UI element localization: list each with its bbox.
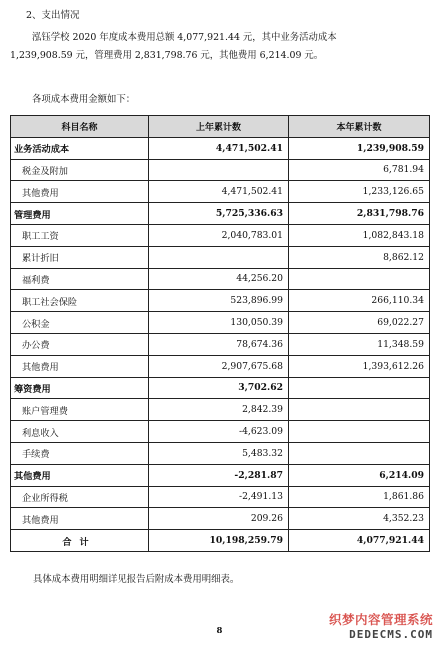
- row-curr-year: [289, 268, 430, 290]
- summary-paragraph: [10, 29, 430, 65]
- watermark-line-2: DEDECMS.COM: [349, 628, 433, 641]
- detail-note: 具体成本费用明细详见报告后附成本费用明细表。: [33, 574, 240, 585]
- table-row: [11, 355, 430, 377]
- table-row: [11, 486, 430, 508]
- table-row: [11, 203, 430, 225]
- row-curr-year: 1,393,612.26: [289, 355, 430, 377]
- row-curr-year: 6,781.94: [289, 159, 430, 181]
- row-curr-year: 11,348.59: [289, 333, 430, 355]
- row-curr-year: 266,110.34: [289, 290, 430, 312]
- row-prev-year: -2,281.87: [149, 464, 289, 486]
- row-prev-year: 5,725,336.63: [149, 203, 289, 225]
- row-name: 办公费: [11, 333, 149, 355]
- row-curr-year: [289, 399, 430, 421]
- table-intro: 各项成本费用金额如下：: [32, 94, 136, 105]
- table-row: [11, 399, 430, 421]
- row-prev-year: 209.26: [149, 508, 289, 530]
- summary-line-2: 1,239,908.59 元，管理费用 2,831,798.76 元，其他费用 6,214.09 元。: [10, 50, 324, 61]
- row-curr-year: 8,862.12: [289, 246, 430, 268]
- row-name: 其他费用: [11, 181, 149, 203]
- header-account-name: 科目名称: [11, 116, 149, 138]
- row-prev-year: 44,256.20: [149, 268, 289, 290]
- table-row: [11, 421, 430, 443]
- table-row: [11, 268, 430, 290]
- row-prev-year: 78,674.36: [149, 333, 289, 355]
- summary-line-1: 泓钰学校 2020 年度成本费用总额 4,077,921.44 元，其中业务活动成本: [32, 32, 337, 43]
- row-prev-year: -4,623.09: [149, 421, 289, 443]
- row-name: 福利费: [11, 268, 149, 290]
- table-row: [11, 290, 430, 312]
- row-curr-year: 1,239,908.59: [289, 137, 430, 159]
- row-prev-year: 5,483.32: [149, 442, 289, 464]
- watermark: [329, 610, 433, 641]
- row-curr-year: 6,214.09: [289, 464, 430, 486]
- header-prev-year: 上年累计数: [149, 116, 289, 138]
- row-name: 企业所得税: [11, 486, 149, 508]
- table-row: [11, 312, 430, 334]
- table-row: [11, 508, 430, 530]
- table-row: [11, 333, 430, 355]
- row-name: 公积金: [11, 312, 149, 334]
- row-prev-year: 130,050.39: [149, 312, 289, 334]
- row-name: 筹资费用: [11, 377, 149, 399]
- row-prev-year: 4,471,502.41: [149, 181, 289, 203]
- section-heading: 2、支出情况: [26, 10, 80, 21]
- row-prev-year: 4,471,502.41: [149, 137, 289, 159]
- row-name: 职工社会保险: [11, 290, 149, 312]
- row-name: 利息收入: [11, 421, 149, 443]
- row-name: 其他费用: [11, 464, 149, 486]
- table-header-row: [11, 116, 430, 138]
- total-row: [11, 530, 430, 552]
- table-row: [11, 464, 430, 486]
- row-prev-year: 2,842.39: [149, 399, 289, 421]
- row-prev-year: 3,702.62: [149, 377, 289, 399]
- row-curr-year: [289, 421, 430, 443]
- row-prev-year: [149, 159, 289, 181]
- header-curr-year: 本年累计数: [289, 116, 430, 138]
- table-row: [11, 224, 430, 246]
- row-name: 手续费: [11, 442, 149, 464]
- row-curr-year: 2,831,798.76: [289, 203, 430, 225]
- row-curr-year: 1,861.86: [289, 486, 430, 508]
- row-name: 合计: [11, 530, 149, 552]
- row-prev-year: -2,491.13: [149, 486, 289, 508]
- row-curr-year: 1,233,126.65: [289, 181, 430, 203]
- row-prev-year: [149, 246, 289, 268]
- row-prev-year: 2,040,783.01: [149, 224, 289, 246]
- row-name: 其他费用: [11, 355, 149, 377]
- cost-table: [10, 115, 430, 552]
- row-name: 税金及附加: [11, 159, 149, 181]
- row-name: 业务活动成本: [11, 137, 149, 159]
- row-name: 账户管理费: [11, 399, 149, 421]
- row-name: 职工工资: [11, 224, 149, 246]
- watermark-line-1: 织梦内容管理系统: [328, 612, 433, 627]
- page-number: 8: [216, 626, 223, 636]
- row-prev-year: 523,896.99: [149, 290, 289, 312]
- row-name: 累计折旧: [11, 246, 149, 268]
- row-prev-year: 2,907,675.68: [149, 355, 289, 377]
- row-curr-year: 4,077,921.44: [289, 530, 430, 552]
- table-row: [11, 442, 430, 464]
- row-name: 其他费用: [11, 508, 149, 530]
- row-prev-year: 10,198,259.79: [149, 530, 289, 552]
- table-row: [11, 137, 430, 159]
- row-curr-year: [289, 442, 430, 464]
- table-row: [11, 246, 430, 268]
- table-row: [11, 377, 430, 399]
- row-curr-year: [289, 377, 430, 399]
- table-row: [11, 159, 430, 181]
- table-row: [11, 181, 430, 203]
- row-curr-year: 1,082,843.18: [289, 224, 430, 246]
- row-curr-year: 69,022.27: [289, 312, 430, 334]
- row-name: 管理费用: [11, 203, 149, 225]
- row-curr-year: 4,352.23: [289, 508, 430, 530]
